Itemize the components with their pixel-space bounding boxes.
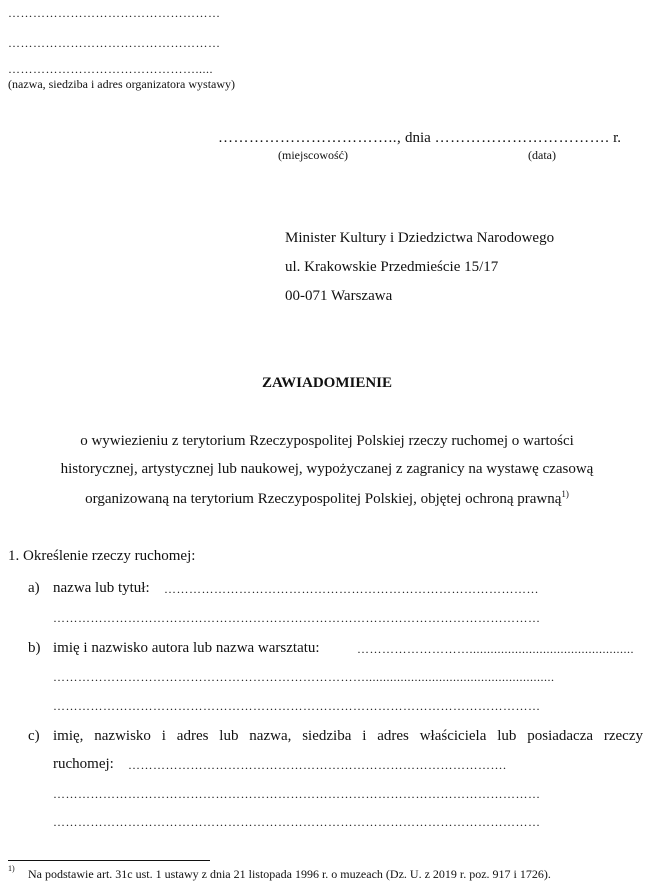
footnote-marker: 1) bbox=[8, 864, 15, 873]
item-c-field-2[interactable]: ……………………………………………………………………………………………………… bbox=[53, 787, 541, 801]
organizer-line-1[interactable]: …………………………………………… bbox=[8, 6, 221, 20]
item-b-letter: b) bbox=[28, 640, 41, 656]
item-a-field-1[interactable]: ……………………………………………………………………………… bbox=[164, 582, 539, 596]
year-suffix: r. bbox=[613, 130, 621, 146]
item-c-field-1[interactable]: ………………………………………………………………………………. bbox=[128, 758, 507, 772]
item-a-label: nazwa lub tytuł: bbox=[53, 580, 150, 596]
place-date-line bbox=[218, 130, 621, 147]
addressee-line-1: Minister Kultury i Dziedzictwa Narodowego bbox=[285, 230, 555, 246]
item-a-letter: a) bbox=[28, 580, 40, 596]
item-c-field-3[interactable]: ……………………………………………………………………………………………………… bbox=[53, 815, 541, 829]
document-title: ZAWIADOMIENIE bbox=[261, 375, 393, 391]
item-c-label-line-1: imię, nazwisko i adres lub nazwa, siedziba i adres właściciela lub posiadacza rzeczy bbox=[53, 728, 643, 744]
organizer-line-3[interactable]: ………………………………………..... bbox=[8, 62, 213, 76]
subtitle-line-3 bbox=[0, 489, 654, 508]
item-b-field-3[interactable]: ……………………………………………………………………………………………………… bbox=[53, 699, 541, 713]
place-caption: (miejscowość) bbox=[278, 148, 348, 162]
date-caption: (data) bbox=[528, 148, 556, 162]
footnote-separator bbox=[8, 860, 210, 861]
section1-heading: 1. Określenie rzeczy ruchomej: bbox=[8, 548, 196, 564]
organizer-caption: (nazwa, siedziba i adres organizatora wystawy) bbox=[8, 77, 236, 91]
subtitle-line-1: o wywiezieniu z terytorium Rzeczypospolitej Polskiej rzeczy ruchomej o wartości bbox=[80, 433, 574, 449]
item-b-label: imię i nazwisko autora lub nazwa warsztatu: bbox=[53, 640, 320, 656]
addressee-line-2: ul. Krakowskie Przedmieście 15/17 bbox=[285, 259, 499, 275]
footnote-text: Na podstawie art. 31c ust. 1 ustawy z dnia 21 listopada 1996 r. o muzeach (Dz. U. z 2019 r. poz. 917 i 1726). bbox=[28, 867, 551, 881]
item-b-field-1[interactable]: ………………………............................................... bbox=[357, 642, 634, 656]
item-c-label-line-2: ruchomej: bbox=[53, 756, 114, 772]
item-b-field-2[interactable]: …………………………………………………………………...................................................... bbox=[53, 670, 555, 684]
dnia-label: dnia bbox=[405, 130, 431, 146]
subtitle-line-3-text: organizowaną na terytorium Rzeczypospolitej Polskiej, objętej ochroną prawną bbox=[85, 491, 562, 507]
item-c-letter: c) bbox=[28, 728, 40, 744]
place-field[interactable]: …………………………….., bbox=[218, 130, 402, 146]
item-a-field-2[interactable]: ……………………………………………………………………………………………………… bbox=[53, 611, 541, 625]
date-field[interactable]: ……………………………. bbox=[434, 130, 610, 146]
addressee-line-3: 00-071 Warszawa bbox=[285, 288, 393, 304]
footnote-ref: 1) bbox=[561, 489, 569, 499]
organizer-line-2[interactable]: …………………………………………… bbox=[8, 36, 221, 50]
subtitle-line-2: historycznej, artystycznej lub naukowej, wypożyczanej z zagranicy na wystawę czasową bbox=[60, 461, 594, 477]
